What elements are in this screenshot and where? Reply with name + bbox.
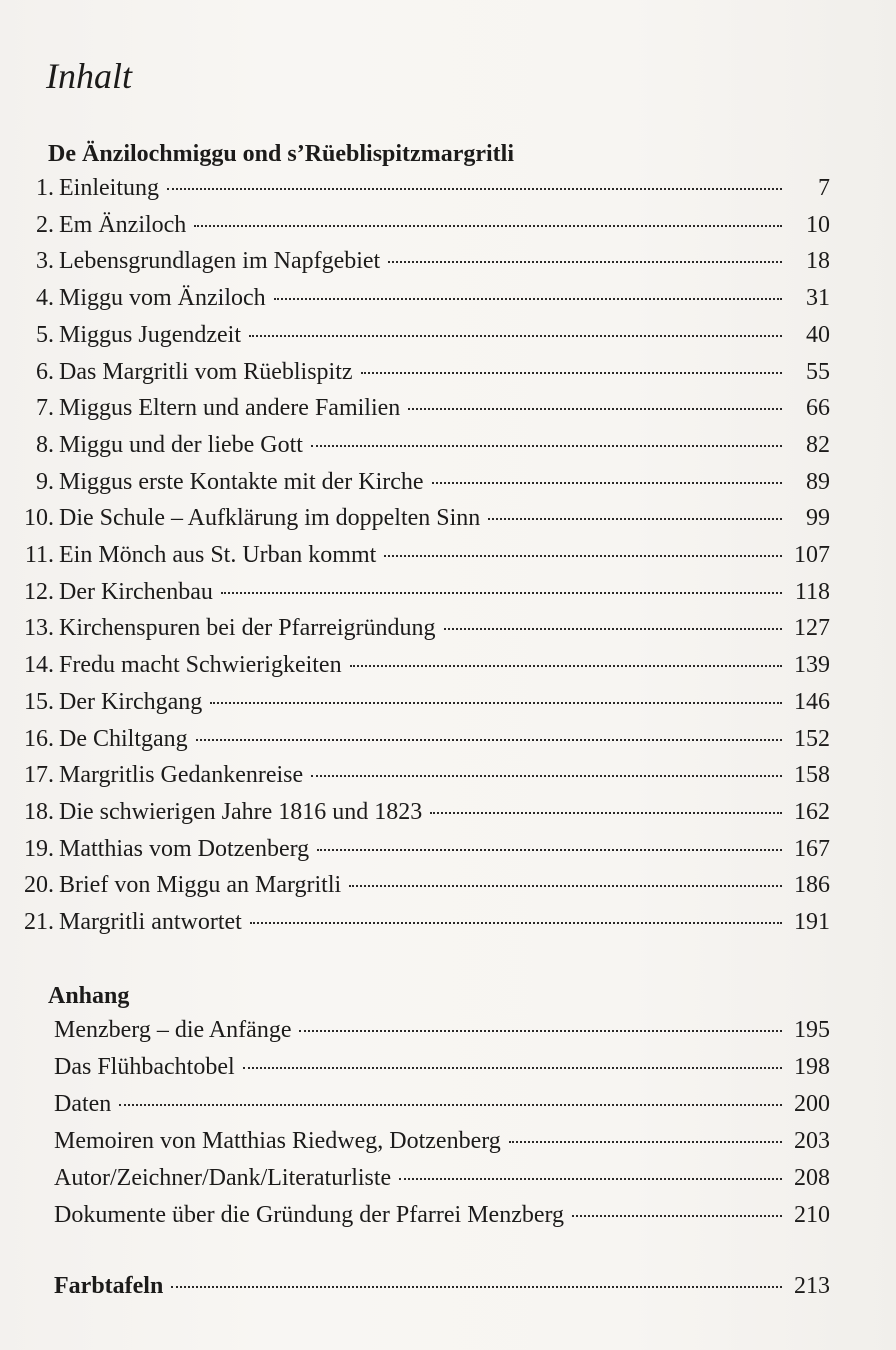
- toc-entry-label: Der Kirchenbau: [59, 578, 213, 605]
- toc-entry-page-number: 55: [806, 358, 830, 385]
- toc-entry-number: 20.: [24, 872, 54, 899]
- toc-entry-number: 4.: [36, 285, 54, 312]
- toc-entry[interactable]: [12, 500, 830, 536]
- dot-leader: [388, 261, 782, 263]
- toc-entry[interactable]: [12, 354, 830, 390]
- dot-leader: [430, 812, 782, 814]
- toc-entry-label: Matthias vom Dotzenberg: [59, 835, 310, 862]
- toc-entry-page-number: 146: [794, 688, 830, 715]
- dot-leader: [299, 1030, 782, 1032]
- toc-entry-label: Fredu macht Schwierigkeiten: [59, 652, 342, 679]
- toc-entry-number: 17.: [24, 762, 54, 789]
- dot-leader: [384, 555, 782, 557]
- toc-entry[interactable]: [54, 1160, 830, 1196]
- toc-entry-number: 2.: [36, 211, 54, 238]
- dot-leader: [311, 775, 782, 777]
- dot-leader: [572, 1215, 782, 1217]
- toc-entry-page-number: 162: [794, 798, 830, 825]
- toc-entry-page-number: 31: [806, 285, 830, 312]
- toc-entry-page-number: 127: [794, 615, 830, 642]
- toc-entry-page-number: 195: [794, 1017, 830, 1043]
- toc-entry-page-number: 139: [794, 652, 830, 679]
- dot-leader: [119, 1104, 782, 1106]
- toc-entry-label: Das Flühbachtobel: [54, 1054, 235, 1080]
- toc-entry[interactable]: [12, 684, 830, 720]
- toc-entry-label: Brief von Miggu an Margritli: [59, 872, 342, 899]
- toc-entry-page-number: 213: [794, 1273, 830, 1299]
- toc-entry-number: 1.: [36, 175, 54, 201]
- dot-leader: [349, 885, 782, 887]
- toc-entry-label: Der Kirchgang: [59, 688, 203, 715]
- toc-entry-number: 13.: [24, 615, 54, 642]
- toc-entry[interactable]: [12, 317, 830, 353]
- toc-entry-label: Menzberg – die Anfänge: [54, 1017, 292, 1043]
- dot-leader: [432, 482, 782, 484]
- toc-entry[interactable]: [12, 831, 830, 867]
- toc-entry[interactable]: [12, 794, 830, 830]
- toc-entry-number: 8.: [36, 431, 54, 458]
- toc-entry-label: Em Änziloch: [59, 211, 187, 238]
- toc-entry[interactable]: [12, 721, 830, 757]
- toc-entry-page-number: 210: [794, 1202, 830, 1228]
- toc-entry-label: Miggus Jugendzeit: [59, 321, 241, 348]
- toc-entry-page-number: 186: [794, 872, 830, 899]
- toc-entry[interactable]: [12, 574, 830, 610]
- toc-entry[interactable]: [12, 427, 830, 463]
- toc-entry-label: Die Schule – Aufklärung im doppelten Sinn: [59, 505, 481, 532]
- toc-entry-page-number: 191: [794, 909, 830, 935]
- dot-leader: [249, 335, 782, 337]
- toc-entry[interactable]: [12, 207, 830, 243]
- toc-entry-page-number: 10: [806, 211, 830, 238]
- toc-entry-page-number: 208: [794, 1165, 830, 1191]
- toc-entry-number: 7.: [36, 395, 54, 422]
- toc-entry-number: 6.: [36, 358, 54, 385]
- toc-entry-number: 3.: [36, 248, 54, 275]
- toc-entry-label: Dokumente über die Gründung der Pfarrei Menzberg: [54, 1202, 565, 1228]
- toc-entry[interactable]: [12, 280, 830, 316]
- toc-entry-plates[interactable]: [54, 1268, 830, 1304]
- dot-leader: [509, 1141, 782, 1143]
- toc-entry-number: 18.: [24, 798, 54, 825]
- part1-heading: De Änzilochmiggu ond s’Rüeblispitzmargritli: [48, 141, 514, 167]
- dot-leader: [221, 592, 782, 594]
- toc-entry-number: 11.: [24, 542, 54, 568]
- toc-entry-page-number: 158: [794, 762, 830, 789]
- toc-entry-page-number: 82: [806, 431, 830, 458]
- toc-entry[interactable]: [12, 867, 830, 903]
- toc-entry-label: Miggu und der liebe Gott: [59, 431, 303, 458]
- dot-leader: [196, 739, 782, 741]
- toc-entry-page-number: 99: [806, 505, 830, 532]
- dot-leader: [194, 225, 782, 227]
- toc-entry-label: Miggu vom Änziloch: [59, 285, 266, 312]
- dot-leader: [250, 922, 782, 924]
- toc-entry[interactable]: [54, 1197, 830, 1233]
- toc-entry-page-number: 7: [818, 175, 830, 201]
- toc-entry-page-number: 167: [794, 835, 830, 862]
- toc-entry-number: 9.: [36, 468, 54, 495]
- toc-entry-number: 10.: [24, 505, 54, 532]
- toc-entry-page-number: 152: [794, 725, 830, 752]
- dot-leader: [361, 372, 782, 374]
- dot-leader: [243, 1067, 782, 1069]
- toc-entry[interactable]: [12, 647, 830, 683]
- toc-entry-number: 16.: [24, 725, 54, 752]
- toc-entry[interactable]: [12, 904, 830, 940]
- toc-entry-number: 15.: [24, 688, 54, 715]
- toc-entry-number: 14.: [24, 652, 54, 679]
- toc-entry-label: Margritlis Gedankenreise: [59, 762, 304, 789]
- dot-leader: [408, 408, 782, 410]
- appendix-heading: Anhang: [48, 983, 130, 1009]
- dot-leader: [488, 518, 782, 520]
- toc-entry[interactable]: [54, 1049, 830, 1085]
- toc-entry-number: 12.: [24, 578, 54, 605]
- toc-entry-page-number: 66: [806, 395, 830, 422]
- toc-entry-number: 21.: [24, 909, 54, 935]
- toc-entry-number: 5.: [36, 321, 54, 348]
- toc-entry-page-number: 89: [806, 468, 830, 495]
- toc-entry-page-number: 107: [794, 542, 830, 568]
- dot-leader: [274, 298, 782, 300]
- toc-entry-label: Miggus Eltern und andere Familien: [59, 395, 401, 422]
- toc-entry-page-number: 200: [794, 1091, 830, 1117]
- toc-entry-label: Kirchenspuren bei der Pfarreigründung: [59, 615, 436, 642]
- page-title: Inhalt: [46, 56, 132, 96]
- toc-entry[interactable]: [54, 1012, 830, 1048]
- toc-entry-label: Farbtafeln: [54, 1273, 164, 1299]
- dot-leader: [311, 445, 782, 447]
- toc-entry-label: Miggus erste Kontakte mit der Kirche: [59, 468, 424, 495]
- toc-entry-page-number: 18: [806, 248, 830, 275]
- toc-entry-label: Memoiren von Matthias Riedweg, Dotzenberg: [54, 1128, 501, 1154]
- toc-entry[interactable]: [12, 757, 830, 793]
- toc-entry[interactable]: [12, 464, 830, 500]
- toc-entry-label: De Chiltgang: [59, 725, 188, 752]
- toc-entry-label: Daten: [54, 1091, 112, 1117]
- dot-leader: [444, 628, 782, 630]
- toc-entry-label: Lebensgrundlagen im Napfgebiet: [59, 248, 381, 275]
- toc-entry-page-number: 40: [806, 321, 830, 348]
- toc-entry[interactable]: [12, 390, 830, 426]
- toc-entry-label: Margritli antwortet: [59, 909, 242, 935]
- toc-entry-page-number: 203: [794, 1128, 830, 1154]
- dot-leader: [317, 849, 782, 851]
- toc-entry[interactable]: [12, 610, 830, 646]
- toc-entry-label: Ein Mönch aus St. Urban kommt: [59, 542, 377, 568]
- toc-entry[interactable]: [54, 1123, 830, 1159]
- toc-entry-page-number: 198: [794, 1054, 830, 1080]
- toc-entry-label: Einleitung: [59, 175, 159, 201]
- toc-entry[interactable]: [12, 170, 830, 206]
- dot-leader: [167, 188, 782, 190]
- toc-entry-number: 19.: [24, 835, 54, 862]
- toc-entry-label: Das Margritli vom Rüeblispitz: [59, 358, 353, 385]
- toc-entry-page-number: 118: [794, 578, 830, 605]
- dot-leader: [399, 1178, 782, 1180]
- toc-entry[interactable]: [54, 1086, 830, 1122]
- dot-leader: [171, 1286, 782, 1288]
- toc-entry-label: Autor/Zeichner/Dank/Literaturliste: [54, 1165, 392, 1191]
- dot-leader: [350, 665, 782, 667]
- toc-entry[interactable]: [12, 243, 830, 279]
- toc-entry[interactable]: [12, 537, 830, 573]
- dot-leader: [210, 702, 782, 704]
- toc-entry-label: Die schwierigen Jahre 1816 und 1823: [59, 798, 423, 825]
